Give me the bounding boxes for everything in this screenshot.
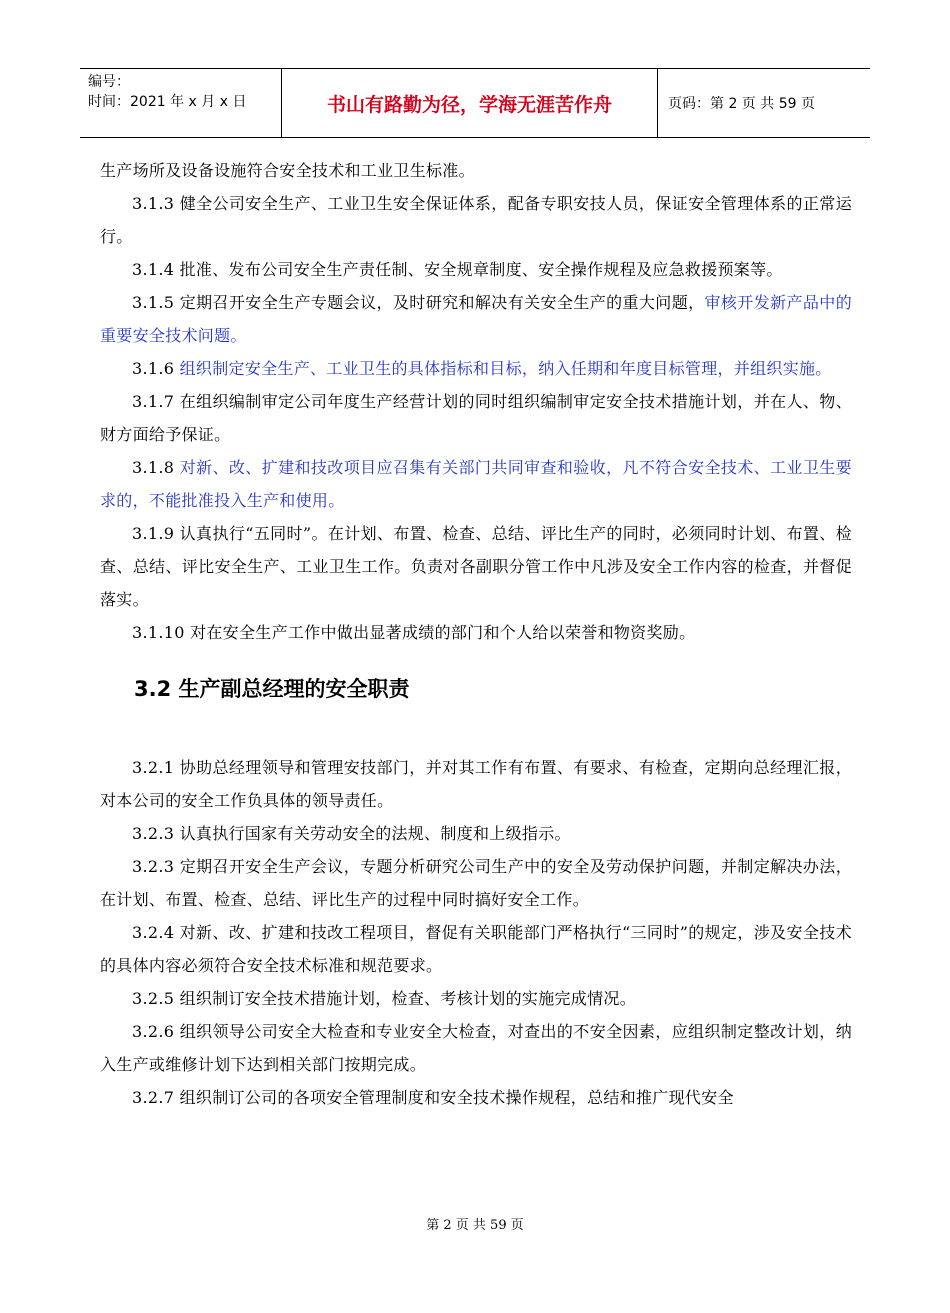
paragraph-3-2-6: 3.2.6 组织领导公司安全大检查和专业安全大检查，对查出的不安全因素，应组织制定整改计划，纳入生产或维修计划下达到相关部门按期完成。 bbox=[100, 1022, 852, 1074]
paragraph-3-1-4: 3.1.4 批准、发布公司安全生产责任制、安全规章制度、安全操作规程及应急救援预案等。 bbox=[132, 260, 783, 279]
header-motto: 书山有路勤为径，学海无涯苦作舟 bbox=[282, 69, 658, 137]
paragraph-3-1-10: 3.1.10 对在安全生产工作中做出显著成绩的部门和个人给以荣誉和物资奖励。 bbox=[132, 623, 696, 642]
paragraph: 生产场所及设备设施符合安全技术和工业卫生标准。 bbox=[100, 161, 475, 180]
paragraph-3-1-8 bbox=[100, 451, 852, 517]
page-header bbox=[80, 68, 870, 138]
paragraph-3-1-6 bbox=[100, 352, 852, 385]
highlighted-text: 组织制定安全生产、工业卫生的具体指标和目标，纳入任期和年度目标管理，并组织实施。 bbox=[179, 359, 832, 378]
page-footer: 第 2 页 共 59 页 bbox=[426, 1218, 524, 1233]
highlighted-text: 审核开发新产品中的重要安全技术问题。 bbox=[100, 293, 852, 345]
paragraph-3-1-9: 3.1.9 认真执行“五同时”。在计划、布置、检查、总结、评比生产的同时，必须同时计划、布置、检查、总结、评比安全生产、工业卫生工作。负责对各副职分管工作中凡涉及安全工作内容的检查，并督促落实。 bbox=[100, 524, 852, 609]
section-heading: 3.2 生产副总经理的安全职责 bbox=[134, 677, 410, 701]
paragraph-3-2-5: 3.2.5 组织制订安全技术措施计划，检查、考核计划的实施完成情况。 bbox=[132, 989, 636, 1008]
paragraph-3-2-7: 3.2.7 组织制订公司的各项安全管理制度和安全技术操作规程，总结和推广现代安全 bbox=[132, 1088, 734, 1107]
doc-number-label: 编号： bbox=[88, 74, 130, 90]
paragraph-3-1-3: 3.1.3 健全公司安全生产、工业卫生安全保证体系，配备专职安技人员，保证安全管理体系的正常运行。 bbox=[100, 194, 852, 246]
paragraph-3-2-3b: 3.2.3 定期召开安全生产会议，专题分析研究公司生产中的安全及劳动保护问题，并制定解决办法，在计划、布置、检查、总结、评比生产的过程中同时搞好安全工作。 bbox=[100, 857, 852, 909]
paragraph-3-2-3a: 3.2.3 认真执行国家有关劳动安全的法规、制度和上级指示。 bbox=[132, 824, 571, 843]
paragraph-number: 3.1.8 bbox=[132, 458, 180, 477]
paragraph-3-2-4: 3.2.4 对新、改、扩建和技改工程项目，督促有关职能部门严格执行“三同时”的规定，涉及安全技术的具体内容必须符合安全技术标准和规范要求。 bbox=[100, 923, 852, 975]
paragraph-3-1-7: 3.1.7 在组织编制审定公司年度生产经营计划的同时组织编制审定安全技术措施计划，并在人、物、财方面给予保证。 bbox=[100, 392, 852, 444]
doc-date-label: 时间：2021 年 x 月 x 日 bbox=[88, 94, 247, 110]
document-body bbox=[100, 154, 852, 1114]
header-meta bbox=[80, 69, 282, 137]
paragraph-number: 3.1.6 bbox=[132, 359, 180, 378]
paragraph-3-2-1: 3.2.1 协助总经理领导和管理安技部门，并对其工作有布置、有要求、有检查，定期向总经理汇报，对本公司的安全工作负具体的领导责任。 bbox=[100, 758, 852, 810]
header-page-info: 页码：第 2 页 共 59 页 bbox=[668, 96, 815, 112]
paragraph-text: 3.1.5 定期召开安全生产专题会议，及时研究和解决有关安全生产的重大问题， bbox=[132, 293, 705, 312]
paragraph-3-1-5 bbox=[100, 286, 852, 352]
highlighted-text: 对新、改、扩建和技改项目应召集有关部门共同审查和验收，凡不符合安全技术、工业卫生要求的，不能批准投入生产和使用。 bbox=[100, 458, 852, 510]
